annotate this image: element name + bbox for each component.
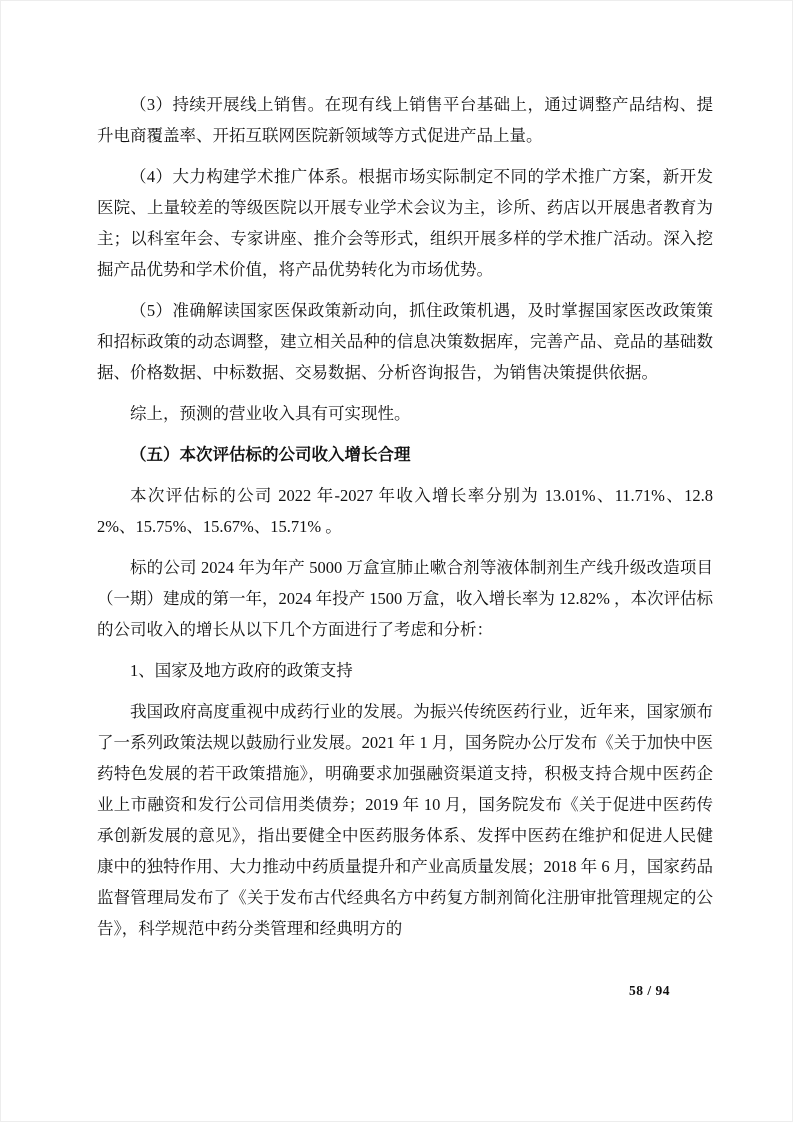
paragraph-item-5: （5）准确解读国家医保政策新动向，抓住政策机遇，及时掌握国家医改政策策和招标政策的动态调整，建立相关品种的信息决策数据库，完善产品、竞品的基础数据、价格数据、中标数据、交易数据、分析咨询报告，为销售决策提供依据。 bbox=[97, 301, 713, 382]
paragraph-capacity: 标的公司 2024 年为年产 5000 万盒宣肺止嗽合剂等液体制剂生产线升级改造项目（一期）建成的第一年，2024 年投产 1500 万盒，收入增长率为 12.82% ，本次评估标的公司收入的增长从以下几个方面进行了考虑和分析： bbox=[97, 558, 713, 639]
list-heading-policy-support: 1、国家及地方政府的政策支持 bbox=[130, 661, 353, 680]
paragraph-summary: 综上，预测的营业收入具有可实现性。 bbox=[130, 404, 411, 423]
paragraph-item-4: （4）大力构建学术推广体系。根据市场实际制定不同的学术推广方案，新开发医院、上量较差的等级医院以开展专业学术会议为主，诊所、药店以开展患者教育为主；以科室年会、专家讲座、推介会等形式，组织开展多样的学术推广活动。深入挖掘产品优势和学术价值，将产品优势转化为市场优势。 bbox=[97, 167, 713, 279]
section-heading: （五）本次评估标的公司收入增长合理 bbox=[130, 445, 411, 464]
paragraph-item-3: （3）持续开展线上销售。在现有线上销售平台基础上，通过调整产品结构、提升电商覆盖率、开拓互联网医院新领域等方式促进产品上量。 bbox=[97, 95, 713, 145]
document-body bbox=[97, 89, 713, 954]
paragraph-policy-detail: 我国政府高度重视中成药行业的发展。为振兴传统医药行业，近年来，国家颁布了一系列政策法规以鼓励行业发展。2021 年 1 月，国务院办公厅发布《关于加快中医药特色发展的若干政策措施》，明确要求加强融资渠道支持，积极支持合规中医药企业上市融资和发行公司信用类债券；2019 年 10 月，国务院发布《关于促进中医药传承创新发展的意见》，指出要健全中医药服务体系、发挥中医药在维护和促进人民健康中的独特作用、大力推动中药质量提升和产业高质量发展；2018 年 6 月，国家药品监督管理局发布了《关于发布古代经典名方中药复方制剂简化注册审批管理规定的公告》，科学规范中药分类管理和经典明方的 bbox=[97, 702, 713, 938]
paragraph-growth-rates: 本次评估标的公司 2022 年-2027 年收入增长率分别为 13.01%、11.71%、12.82%、15.75%、15.67%、15.71% 。 bbox=[97, 486, 713, 536]
page-number: 58 / 94 bbox=[628, 983, 670, 998]
